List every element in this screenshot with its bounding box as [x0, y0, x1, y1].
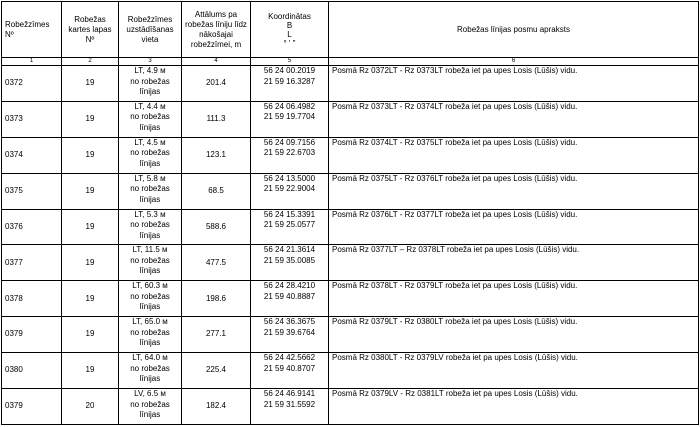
installation-place — [119, 389, 182, 425]
description-text: Posmā Rz 0374LT - Rz 0375LT robeža iet pa upes Losis (Lūšis) vidu. — [332, 137, 578, 147]
header-row — [2, 2, 699, 58]
map-sheet-number: 19 — [62, 66, 119, 102]
coordinates — [251, 66, 329, 102]
description-text: Posmā Rz 0375LT - Rz 0376LT robeža iet pa upes Losis (Lūšis) vidu. — [332, 173, 578, 183]
segment-description — [329, 389, 699, 425]
coordinate-b: 56 24 06.4982 — [263, 101, 316, 111]
description-text: Posmā Rz 0373LT - Rz 0374LT robeža iet pa upes Losis (Lūšis) vidu. — [332, 101, 578, 111]
map-sheet-number: 19 — [62, 101, 119, 137]
place-from: no robežas — [130, 148, 170, 158]
coordinate-b: 56 24 15.3391 — [263, 209, 316, 219]
segment-description — [329, 245, 699, 281]
description-text: Posmā Rz 0372LT - Rz 0373LT robeža iet pa upes Losis (Lūšis) vidu. — [332, 66, 578, 75]
installation-place — [119, 281, 182, 317]
place-from: no robežas — [130, 255, 170, 265]
installation-place — [119, 66, 182, 102]
coordinates — [251, 353, 329, 389]
description-text: Posmā Rz 0379LV - Rz 0381LT robeža iet pa upes Losis (Lūšis) vidu. — [332, 389, 578, 399]
installation-place — [119, 209, 182, 245]
header-distance: Attālums pa robežas līniju līdz nākošajai robežzīmei, m — [182, 2, 251, 58]
map-sheet-number: 19 — [62, 209, 119, 245]
distance: 182.4 — [182, 389, 251, 425]
installation-place — [119, 353, 182, 389]
coordinate-l: 21 59 22.9004 — [263, 184, 316, 194]
coordinate-l: 21 59 39.6764 — [263, 327, 316, 337]
segment-description — [329, 66, 699, 102]
table-row — [2, 101, 699, 137]
header-coordinates-units: ° ' " — [283, 38, 296, 48]
column-number-row — [2, 58, 699, 66]
column-number: 6 — [329, 58, 699, 66]
coordinate-b: 56 24 00.2019 — [263, 66, 316, 75]
place-line: līnijas — [139, 266, 161, 276]
place-from: no robežas — [130, 291, 170, 301]
map-sheet-number: 19 — [62, 245, 119, 281]
distance: 588.6 — [182, 209, 251, 245]
installation-place — [119, 317, 182, 353]
coordinate-b: 56 24 09.7156 — [263, 137, 316, 147]
map-sheet-number: 19 — [62, 281, 119, 317]
coordinates — [251, 245, 329, 281]
mark-number: 0373 — [2, 101, 62, 137]
installation-place — [119, 101, 182, 137]
distance: 111.3 — [182, 101, 251, 137]
table-row — [2, 281, 699, 317]
mark-number: 0376 — [2, 209, 62, 245]
description-text: Posmā Rz 0379LT - Rz 0380LT robeža iet pa upes Losis (Lūšis) vidu. — [332, 317, 578, 327]
coordinates — [251, 389, 329, 425]
place-side-distance: LV, 6.5 м — [134, 389, 166, 399]
table-row — [2, 389, 699, 425]
table-row — [2, 173, 699, 209]
header-description: Robežas līnijas posmu apraksts — [329, 2, 699, 58]
coordinate-b: 56 24 28.4210 — [263, 281, 316, 291]
coordinates — [251, 209, 329, 245]
place-line: līnijas — [139, 87, 161, 96]
table-row — [2, 245, 699, 281]
coordinate-l: 21 59 25.0577 — [263, 220, 316, 230]
place-side-distance: LT, 65.0 м — [132, 317, 168, 327]
table-row — [2, 317, 699, 353]
mark-number: 0379 — [2, 317, 62, 353]
coordinate-b: 56 24 13.5000 — [263, 173, 316, 183]
boundary-marks-table — [1, 1, 699, 425]
column-number: 2 — [62, 58, 119, 66]
place-side-distance: LT, 4.5 м — [134, 137, 166, 147]
coordinate-l: 21 59 35.0085 — [263, 255, 316, 265]
table-row — [2, 353, 699, 389]
coordinate-l: 21 59 40.8887 — [263, 291, 316, 301]
header-installation-place: Robežzīmes uzstādīšanas vieta — [119, 2, 182, 58]
coordinate-b: 56 24 21.3614 — [263, 245, 316, 255]
header-map-sheet-number: Robežas kartes lapas Nº — [62, 2, 119, 58]
segment-description — [329, 101, 699, 137]
coordinate-b: 56 24 42.5662 — [263, 353, 316, 363]
mark-number: 0378 — [2, 281, 62, 317]
place-line: līnijas — [139, 374, 161, 384]
description-text: Posmā Rz 0377LT – Rz 0378LT robeža iet pa upes Losis (Lūšis) vidu. — [332, 245, 580, 255]
distance: 123.1 — [182, 137, 251, 173]
distance: 477.5 — [182, 245, 251, 281]
mark-number: 0374 — [2, 137, 62, 173]
map-sheet-number: 19 — [62, 137, 119, 173]
place-line: līnijas — [139, 194, 161, 204]
place-from: no robežas — [130, 220, 170, 230]
segment-description — [329, 353, 699, 389]
place-side-distance: LT, 4.9 м — [134, 66, 166, 75]
coordinates — [251, 281, 329, 317]
place-side-distance: LT, 4.4 м — [134, 101, 166, 111]
place-side-distance: LT, 11.5 м — [132, 245, 168, 255]
table-row — [2, 209, 699, 245]
coordinate-l: 21 59 19.7704 — [263, 112, 316, 122]
column-number: 1 — [2, 58, 62, 66]
coordinate-b: 56 24 36.3675 — [263, 317, 316, 327]
place-line: līnijas — [139, 410, 161, 420]
distance: 225.4 — [182, 353, 251, 389]
place-from: no robežas — [130, 76, 170, 86]
map-sheet-number: 19 — [62, 173, 119, 209]
place-from: no robežas — [130, 363, 170, 373]
column-number: 4 — [182, 58, 251, 66]
description-text: Posmā Rz 0378LT - Rz 0379LT robeža iet pa upes Losis (Lūšis) vidu. — [332, 281, 578, 291]
distance: 277.1 — [182, 317, 251, 353]
place-from: no robežas — [130, 327, 170, 337]
place-from: no robežas — [130, 184, 170, 194]
coordinate-l: 21 59 40.8707 — [263, 363, 316, 373]
coordinate-l: 21 59 31.5592 — [263, 399, 316, 409]
coordinate-l: 21 59 16.3287 — [263, 76, 316, 86]
distance: 68.5 — [182, 173, 251, 209]
installation-place — [119, 173, 182, 209]
header-coordinates-l: L — [287, 29, 292, 39]
mark-number: 0380 — [2, 353, 62, 389]
place-from: no robežas — [130, 399, 170, 409]
description-text: Posmā Rz 0380LT - Rz 0379LV robeža iet pa upes Losis (Lūšis) vidu. — [332, 353, 578, 363]
description-text: Posmā Rz 0376LT - Rz 0377LT robeža iet pa upes Losis (Lūšis) vidu. — [332, 209, 578, 219]
coordinates — [251, 173, 329, 209]
map-sheet-number: 19 — [62, 317, 119, 353]
distance: 198.6 — [182, 281, 251, 317]
place-line: līnijas — [139, 122, 161, 132]
table-row — [2, 66, 699, 102]
column-number: 5 — [251, 58, 329, 66]
installation-place — [119, 137, 182, 173]
mark-number: 0372 — [2, 66, 62, 102]
header-coordinates — [251, 2, 329, 58]
place-side-distance: LT, 64.0 м — [132, 353, 168, 363]
place-line: līnijas — [139, 302, 161, 312]
segment-description — [329, 209, 699, 245]
coordinate-b: 56 24 46.9141 — [263, 389, 316, 399]
header-mark-number: Robežzīmes Nº — [2, 2, 62, 58]
coordinates — [251, 137, 329, 173]
place-from: no robežas — [130, 112, 170, 122]
place-side-distance: LT, 5.8 м — [134, 173, 166, 183]
place-side-distance: LT, 5.3 м — [134, 209, 166, 219]
table-row — [2, 137, 699, 173]
segment-description — [329, 281, 699, 317]
segment-description — [329, 173, 699, 209]
distance: 201.4 — [182, 66, 251, 102]
coordinates — [251, 101, 329, 137]
map-sheet-number: 20 — [62, 389, 119, 425]
place-line: līnijas — [139, 158, 161, 168]
installation-place — [119, 245, 182, 281]
coordinate-l: 21 59 22.6703 — [263, 148, 316, 158]
header-coordinates-b: B — [286, 20, 293, 30]
mark-number: 0377 — [2, 245, 62, 281]
header-coordinates-title: Koordinātas — [268, 11, 311, 21]
place-side-distance: LT, 60.3 м — [132, 281, 168, 291]
column-number: 3 — [119, 58, 182, 66]
place-line: līnijas — [139, 338, 161, 348]
place-line: līnijas — [139, 230, 161, 240]
segment-description — [329, 317, 699, 353]
map-sheet-number: 19 — [62, 353, 119, 389]
mark-number: 0375 — [2, 173, 62, 209]
segment-description — [329, 137, 699, 173]
mark-number: 0379 — [2, 389, 62, 425]
coordinates — [251, 317, 329, 353]
